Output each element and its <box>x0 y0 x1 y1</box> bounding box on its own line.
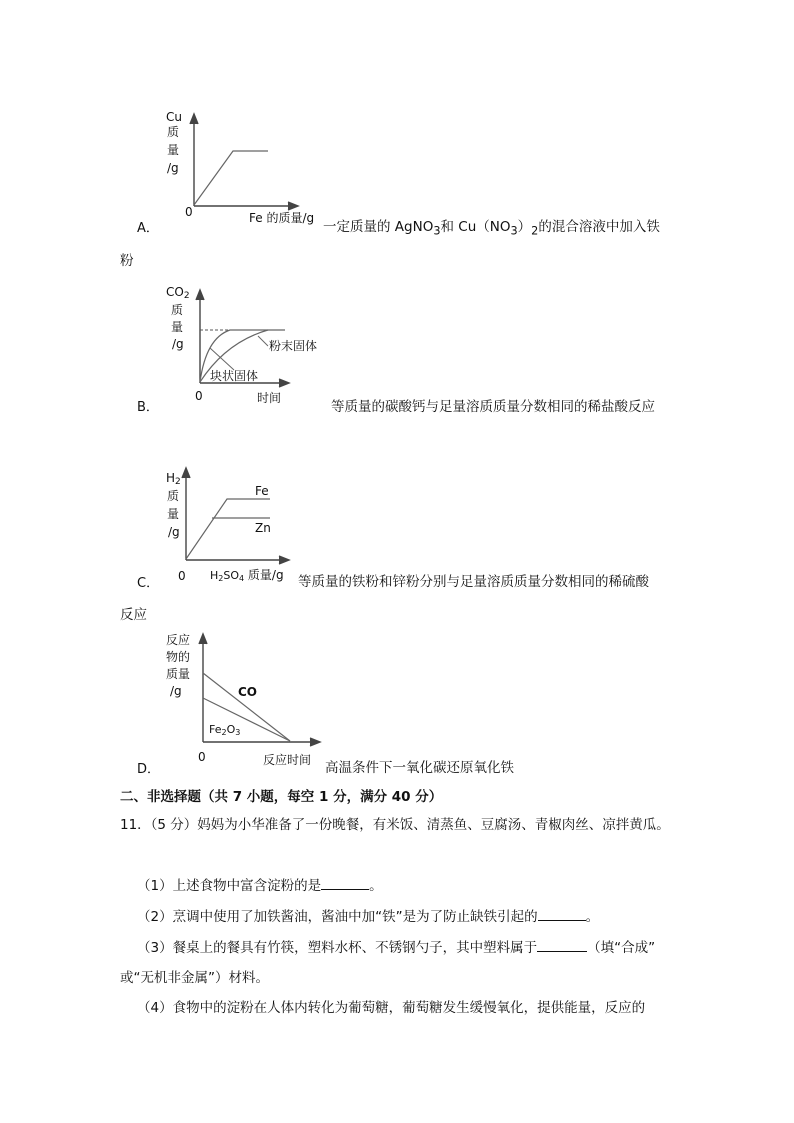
graph-c-zn-label: Zn <box>255 521 271 535</box>
graph-c-y-label-3: /g <box>168 525 180 539</box>
option-c-description: 等质量的铁粉和锌粉分别与足量溶质质量分数相同的稀硫酸 <box>298 574 649 590</box>
graph-d-co-label: CO <box>238 685 258 699</box>
graph-a-y-label-2: 量 <box>167 143 180 157</box>
graph-b-y-label-1: 质 <box>171 303 184 317</box>
q11-part-3 <box>137 936 655 956</box>
graph-d-origin: 0 <box>198 750 206 764</box>
option-c-desc-continued: 反应 <box>120 607 147 623</box>
graph-b-curve2-label: 块状固体 <box>210 369 259 383</box>
graph-c-y-label-h: H <box>166 471 176 485</box>
graph-d-y-label-1: 反应 <box>166 633 191 647</box>
graph-b-y-label-3: /g <box>172 337 184 351</box>
q11-part-1-text: （1）上述食物中富含淀粉的是 <box>137 878 322 894</box>
graph-c-x-label-so: SO <box>223 569 240 582</box>
graph-a-y-label-3: /g <box>167 161 179 175</box>
q11-blank-1[interactable] <box>321 877 369 890</box>
graph-c-y-label-1: 质 <box>167 489 180 503</box>
graph-d-y-label-3: 质量 <box>166 667 191 681</box>
option-a-desc-mid2: ） <box>517 219 532 235</box>
option-d-letter: D． <box>137 762 161 777</box>
graph-d-fe2o3-label <box>209 723 240 737</box>
option-b-description: 等质量的碳酸钙与足量溶质质量分数相同的稀盐酸反应 <box>331 399 655 415</box>
graph-d-x-arrow <box>310 738 320 746</box>
graph-c-x-label-sub: 2 <box>218 574 224 583</box>
q11-part-2-end: 。 <box>585 909 600 925</box>
option-c-letter: C． <box>137 576 160 591</box>
option-a-desc-post: 的混合溶液中加入铁 <box>538 219 660 235</box>
option-a-desc-sub3: 2 <box>531 224 539 238</box>
graph-d-fe2o3-fe: Fe <box>209 723 222 736</box>
q11-part-4: （4）食物中的淀粉在人体内转化为葡萄糖，葡萄糖发生缓慢氧化，提供能量，反应的 <box>137 1000 646 1016</box>
graph-c-x-label-h: H <box>210 569 219 582</box>
graph-b-y-label-2: 量 <box>171 320 184 334</box>
section-2-title: 二、非选择题（共 7 小题，每空 1 分，满分 40 分） <box>120 789 443 805</box>
graph-c-fe-label: Fe <box>255 484 269 498</box>
graph-d-y-arrow <box>199 634 207 644</box>
graph-b-x-label: 时间 <box>257 391 282 405</box>
graph-a-y-label-top: Cu <box>166 110 182 124</box>
graph-d-fe2o3-sub1: 2 <box>221 728 227 737</box>
graph-d-fe2o3-sub2: 3 <box>235 728 241 737</box>
graph-c-y-label-sub: 2 <box>175 477 181 487</box>
q11-stem: 11．（5 分）妈妈为小华准备了一份晚餐，有米饭、清蒸鱼、豆腐汤、青椒肉丝、凉拌黄瓜。 <box>120 817 670 833</box>
option-a-letter: A． <box>137 221 159 236</box>
graph-c-x-label-tail: 质量/g <box>244 568 284 582</box>
option-a-desc-mid: 和 Cu（NO <box>440 219 511 235</box>
q11-part-1 <box>137 874 383 894</box>
graph-a-y-label-1: 质 <box>167 125 180 139</box>
graph-b-curve1-label: 粉末固体 <box>269 339 318 353</box>
graph-b-y-label-sub: 2 <box>183 291 190 301</box>
graph-b-origin: 0 <box>195 389 203 403</box>
graph-d-fe2o3-o: O <box>226 723 236 736</box>
graph-c-y-label-2: 量 <box>167 507 180 521</box>
option-a-desc-continued: 粉 <box>120 253 134 269</box>
graph-d-y-label-2: 物的 <box>166 650 191 664</box>
q11-part-1-end: 。 <box>369 878 383 894</box>
q11-blank-3[interactable] <box>537 939 587 952</box>
option-b-letter: B． <box>137 400 159 415</box>
graph-c-x-label-sub2: 4 <box>239 574 245 583</box>
graph-d-y-label-4: /g <box>170 684 182 698</box>
q11-part-3-end: （填“合成” <box>587 940 656 956</box>
q11-part-2-text: （2）烹调中使用了加铁酱油，酱油中加“铁”是为了防止缺铁引起的 <box>137 909 538 925</box>
graph-c-origin: 0 <box>178 569 186 583</box>
q11-part-2 <box>137 905 599 925</box>
graph-a-origin: 0 <box>185 205 193 219</box>
option-a-desc-sub1: 3 <box>433 224 441 238</box>
option-a-desc-pre: 一定质量的 AgNO <box>323 219 434 235</box>
q11-blank-2[interactable] <box>538 908 586 921</box>
q11-part-3-text: （3）餐桌上的餐具有竹筷，塑料水杯、不锈钢勺子，其中塑料属于 <box>137 940 538 956</box>
option-d-description: 高温条件下一氧化碳还原氧化铁 <box>325 760 514 776</box>
option-a-desc-sub2: 3 <box>510 224 518 238</box>
q11-part-3-continued: 或“无机非金属”）材料。 <box>120 970 269 986</box>
graph-d-x-label: 反应时间 <box>263 753 312 767</box>
graph-b-y-label-co: CO <box>166 285 184 299</box>
graph-a-x-label: Fe 的质量/g <box>249 211 315 225</box>
